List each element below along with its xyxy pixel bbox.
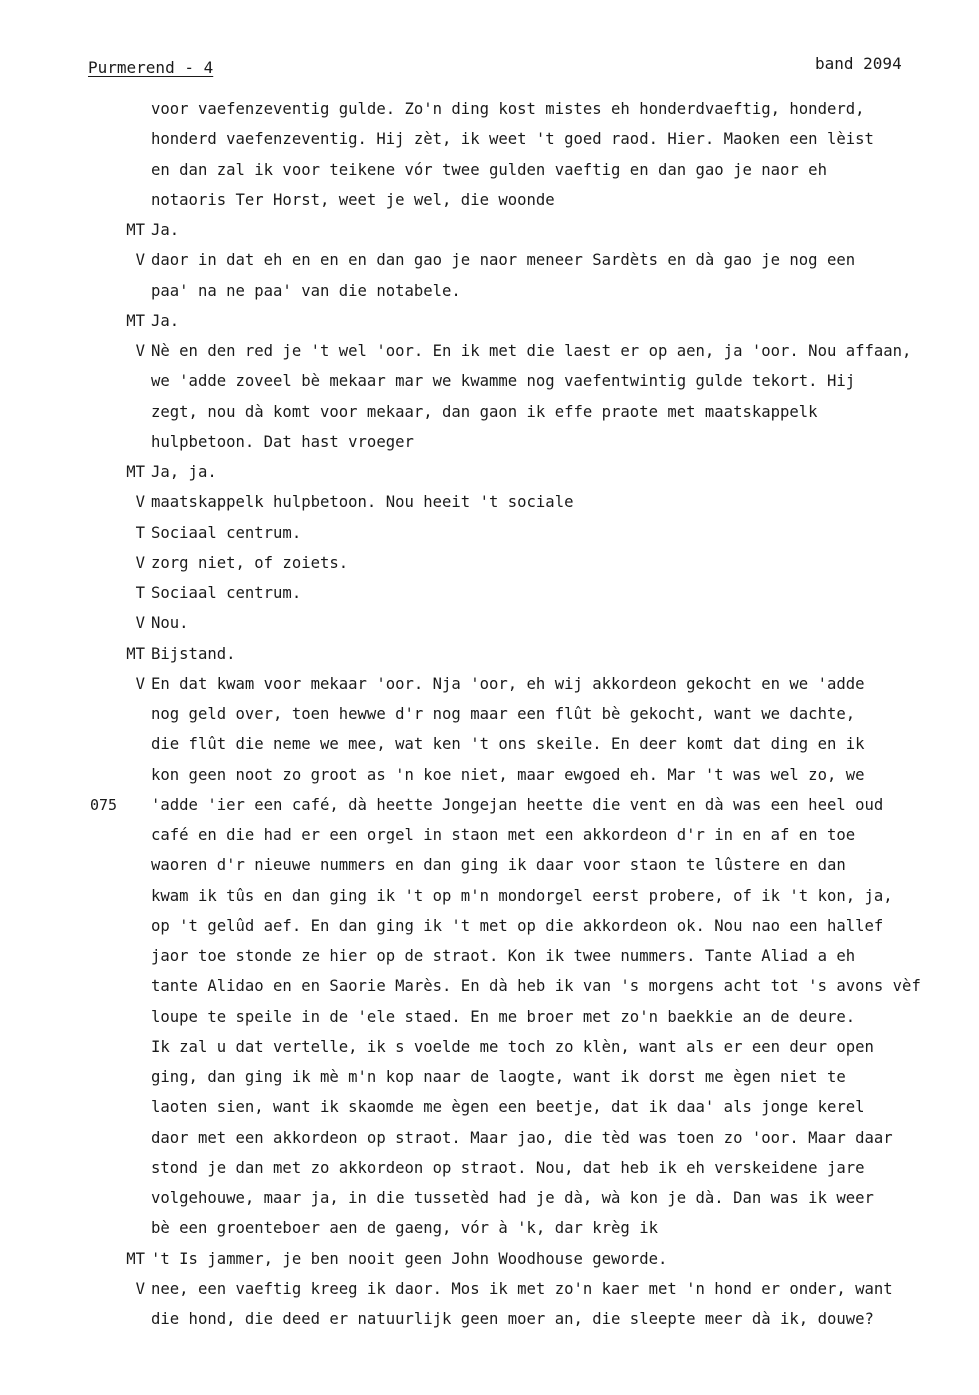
transcript-line — [0, 518, 979, 548]
speaker-label: MT — [126, 221, 145, 239]
transcript-line — [0, 1183, 979, 1213]
line-text: kon geen noot zo groot as 'n koe niet, maar ewgoed eh. Mar 't was wel zo, we — [151, 765, 865, 784]
transcript-line — [0, 366, 979, 396]
transcript-line — [0, 336, 979, 366]
line-text: bè een groenteboer aen de gaeng, vór à 'k, dar krèg ik — [151, 1219, 658, 1238]
transcript-line — [0, 1092, 979, 1122]
line-text: en dan zal ik voor teikene vór twee gulden vaeftig en dan gao je naor eh — [151, 160, 827, 179]
line-text: Ja, ja. — [151, 463, 217, 481]
line-text: notaoris Ter Horst, weet je wel, die woonde — [151, 190, 555, 209]
line-text: Sociaal centrum. — [151, 584, 302, 602]
margin-tape-counter: 075 — [90, 795, 118, 814]
transcript-line — [0, 1274, 979, 1304]
line-text: 'adde 'ier een café, dà heette Jongejan heette die vent en dà was een heel oud — [151, 795, 884, 814]
speaker-label: MT — [126, 463, 145, 481]
line-text: Ja. — [151, 221, 180, 239]
line-text: tante Alidao en en Saorie Marès. En dà heb ik van 's morgens acht tot 's avons vèf — [151, 977, 921, 996]
transcript-body — [0, 94, 979, 1334]
speaker-label: T — [135, 523, 145, 542]
line-text: maatskappelk hulpbetoon. Nou heeit 't sociale — [151, 493, 574, 512]
line-text: En dat kwam voor mekaar 'oor. Nja 'oor, eh wij akkordeon gekocht en we 'adde — [151, 674, 865, 693]
speaker-label: V — [135, 342, 145, 360]
line-text: hulpbetoon. Dat hast vroeger — [151, 432, 414, 451]
line-text: zegt, nou dà komt voor mekaar, dan gaon ik effe praote met maatskappelk — [151, 402, 818, 421]
speaker-label: V — [135, 614, 145, 633]
line-text: Ja. — [151, 311, 180, 330]
transcript-line — [0, 185, 979, 215]
transcript-line — [0, 1002, 979, 1032]
transcript-line — [0, 276, 979, 306]
transcript-line — [0, 881, 979, 911]
line-text: die flût die neme we mee, wat ken 't ons skeile. En deer komt dat ding en ik — [151, 735, 865, 754]
transcript-line — [0, 1304, 979, 1334]
line-text: zorg niet, of zoiets. — [151, 553, 349, 572]
line-text: daor met een akkordeon op straot. Maar jao, die tèd was toen zo 'oor. Maar daar — [151, 1128, 893, 1147]
line-text: nog geld over, toen hewwe d'r nog maar een flût bè gekocht, want we dachte, — [151, 705, 856, 723]
transcript-line — [0, 548, 979, 578]
transcript-line — [0, 1213, 979, 1243]
transcript-line — [0, 971, 979, 1001]
line-text: stond je dan met zo akkordeon op straot. Nou, dat heb ik eh verskeidene jare — [151, 1158, 865, 1177]
transcript-line — [0, 397, 979, 427]
transcript-line — [0, 790, 979, 820]
header-place-page: Purmerend - 4 — [88, 58, 214, 77]
transcript-line — [0, 306, 979, 336]
line-text: kwam ik tûs en dan ging ik 't op m'n mondorgel eerst probere, of ik 't kon, ja, — [151, 886, 893, 905]
transcript-line — [0, 1062, 979, 1092]
speaker-label: V — [135, 553, 145, 572]
speaker-label: T — [135, 584, 145, 602]
line-text: volgehouwe, maar ja, in die tussetèd had je dà, wà kon je dà. Dan was ik weer — [151, 1189, 874, 1207]
line-text: nee, een vaeftig kreeg ik daor. Mos ik met zo'n kaer met 'n hond er onder, want — [151, 1279, 893, 1298]
transcript-line — [0, 1244, 979, 1274]
line-text: voor vaefenzeventig gulde. Zo'n ding kost mistes eh honderdvaeftig, honderd, — [151, 100, 865, 118]
transcript-line — [0, 941, 979, 971]
line-text: jaor toe stonde ze hier op de straot. Kon ik twee nummers. Tante Aliad a eh — [151, 947, 856, 965]
line-text: ging, dan ging ik mè m'n kop naar de laogte, want ik dorst me ègen niet te — [151, 1068, 846, 1086]
line-text: Bijstand. — [151, 644, 236, 663]
transcript-line — [0, 578, 979, 608]
transcript-line — [0, 1153, 979, 1183]
transcript-line — [0, 608, 979, 638]
line-text: op 't gelûd aef. En dan ging ik 't met op die akkordeon ok. Nou nao een hallef — [151, 916, 884, 935]
line-text: paa' na ne paa' van die notabele. — [151, 281, 461, 300]
line-text: loupe te speile in de 'ele staed. En me broer met zo'n baekkie an de deure. — [151, 1007, 856, 1026]
transcript-line — [0, 760, 979, 790]
speaker-label: V — [135, 674, 145, 693]
line-text: daor in dat eh en en en dan gao je naor meneer Sardèts en dà gao je nog een — [151, 251, 856, 270]
transcript-line — [0, 457, 979, 487]
transcript-line — [0, 124, 979, 154]
line-text: café en die had er een orgel in staon met een akkordeon d'r in en af en toe — [151, 826, 856, 844]
speaker-label: MT — [126, 311, 145, 330]
transcript-line — [0, 911, 979, 941]
transcript-line — [0, 820, 979, 850]
transcript-line — [0, 427, 979, 457]
transcript-line — [0, 850, 979, 880]
line-text: we 'adde zoveel bè mekaar mar we kwamme nog vaefentwintig gulde tekort. Hij — [151, 372, 856, 391]
line-text: Nè en den red je 't wel 'oor. En ik met die laest er op aen, ja 'oor. Nou affaan, — [151, 342, 912, 360]
transcript-line — [0, 155, 979, 185]
transcript-line — [0, 215, 979, 245]
line-text: Ik zal u dat vertelle, ik s voelde me toch zo klèn, want als er een deur open — [151, 1037, 874, 1056]
speaker-label: V — [135, 251, 145, 270]
line-text: waoren d'r nieuwe nummers en dan ging ik daar voor staon te lûstere en dan — [151, 856, 846, 875]
line-text: die hond, die deed er natuurlijk geen moer an, die sleepte meer dà ik, douwe? — [151, 1310, 874, 1328]
transcript-line — [0, 1032, 979, 1062]
line-text: Nou. — [151, 614, 189, 633]
transcript-line — [0, 487, 979, 517]
speaker-label: MT — [126, 644, 145, 663]
speaker-label: V — [135, 493, 145, 512]
transcript-line — [0, 729, 979, 759]
speaker-label: MT — [126, 1249, 145, 1268]
line-text: Sociaal centrum. — [151, 523, 302, 542]
header-tape-number: band 2094 — [815, 54, 902, 73]
transcript-line — [0, 639, 979, 669]
transcript-line — [0, 669, 979, 699]
line-text: honderd vaefenzeventig. Hij zèt, ik weet 't goed raod. Hier. Maoken een lèist — [151, 130, 874, 149]
line-text: 't Is jammer, je ben nooit geen John Woodhouse geworde. — [151, 1249, 668, 1268]
line-text: laoten sien, want ik skaomde me ègen een beetje, dat ik daa' als jonge kerel — [151, 1098, 865, 1117]
transcript-line — [0, 699, 979, 729]
speaker-label: V — [135, 1279, 145, 1298]
transcript-line — [0, 245, 979, 275]
transcript-line — [0, 94, 979, 124]
transcript-line — [0, 1123, 979, 1153]
